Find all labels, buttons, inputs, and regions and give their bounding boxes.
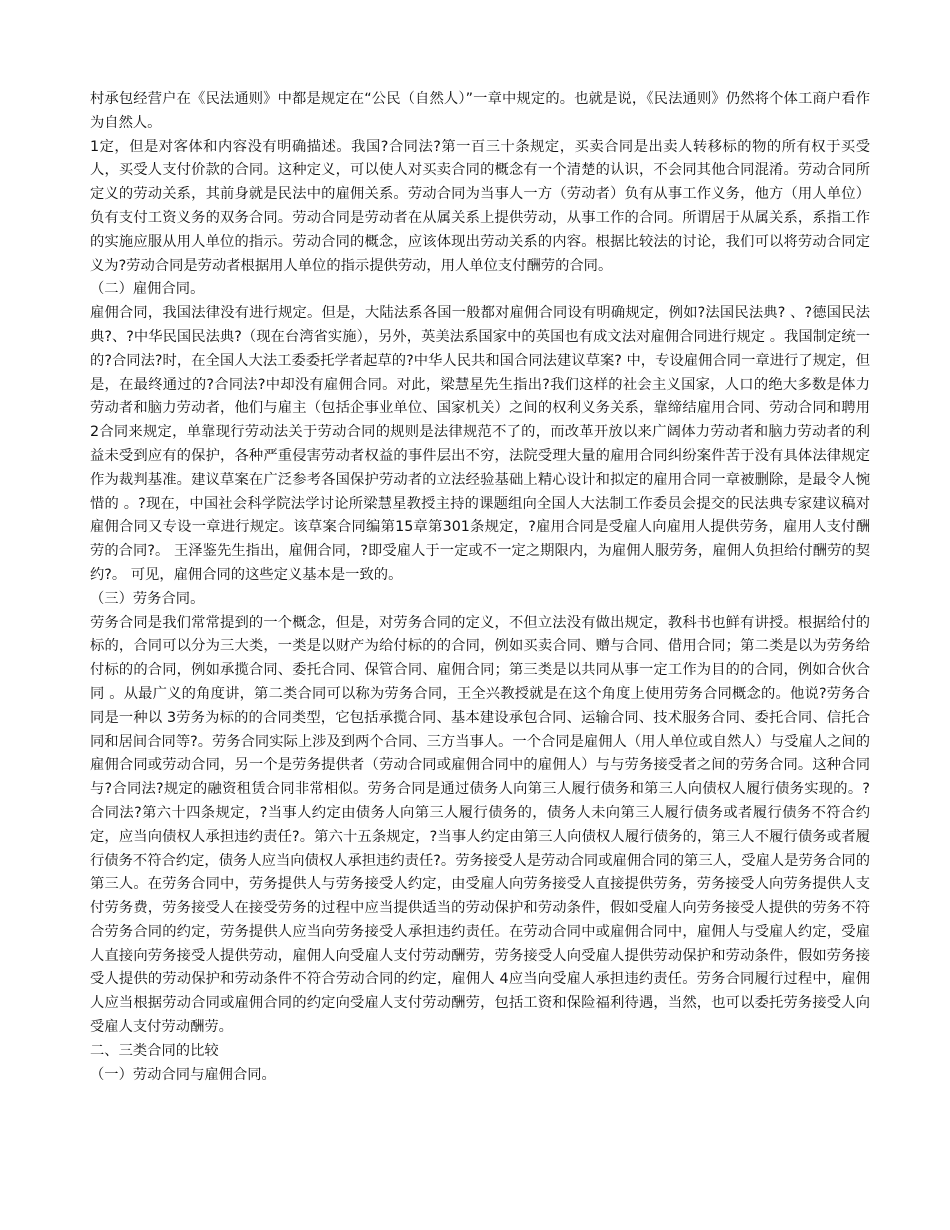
paragraph-intro: 村承包经营户在《民法通则》中都是规定在“公民（自然人）”一章中规定的。也就是说，《民法通则》仍然将个体工商户看作为自然人。 — [90, 91, 870, 131]
section-heading-employment-contract: （二）雇佣合同。 — [90, 281, 205, 298]
paragraph-service-contract: 劳务合同是我们常常提到的一个概念，但是，对劳务合同的定义，不但立法没有做出规定，教科书也鲜有讲授。根据给付的标的，合同可以分为三大类，一类是以财产为给付标的的合同，例如买卖合同、赠与合同、借用合同；第二类是以为劳务给付标的的合同，例如承揽合同、委托合同、保管合同、雇佣合同；第三类是以共同从事一定工作为目的的合同，例如合伙合同 。从最广义的角度讲，第二类合同可以称为劳务合同，王全兴教授就是在这个角度上使用劳务合同概念的。他说?劳务合同是一种以 3劳务为标的的合同类型，它包括承揽合同、基本建设承包合同、运输合同、技术服务合同、委托合同、信托合同和居间合同等?。劳务合同实际上涉及到两个合同、三方当事人。一个合同是雇佣人（用人单位或自然人）与受雇人之间的雇佣合同或劳动合同，另一个是劳务提供者（劳动合同或雇佣合同中的雇佣人）与与劳务接受者之间的劳务合同。这种合同与?合同法?规定的融资租赁合同非常相似。劳务合同是通过债务人向第三人履行债务和第三人向债权人履行债务实现的。?合同法?第六十四条规定，?当事人约定由债务人向第三人履行债务的，债务人未向第三人履行债务或者履行债务不符合约定，应当向债权人承担违约责任?。第六十五条规定，?当事人约定由第三人向债权人履行债务的，第三人不履行债务或者履行债务不符合约定，债务人应当向债权人承担违约责任?。劳务接受人是劳动合同或雇佣合同的第三人，受雇人是劳务合同的第三人。在劳务合同中，劳务提供人与劳务接受人约定，由受雇人向劳务接受人直接提供劳务，劳务接受人向劳务提供人支付劳务费，劳务接受人在接受劳务的过程中应当提供适当的劳动保护和劳动条件，假如受雇人向劳务接受人提供的劳务不符合劳务合同的约定，劳务提供人应当向劳务接受人承担违约责任。在劳动合同中或雇佣合同中，雇佣人与受雇人约定，受雇人直接向劳务接受人提供劳动，雇佣人向受雇人支付劳动酬劳，劳务接受人向受雇人提供劳动保护和劳动条件，假如劳务接受人提供的劳动保护和劳动条件不符合劳动合同的约定，雇佣人 4应当向受雇人承担违约责任。劳务合同履行过程中，雇佣人应当根据劳动合同或雇佣合同的约定向受雇人支付劳动酬劳，包括工资和保险福利待遇，当然，也可以委托劳务接受人向受雇人支付劳动酬劳。 — [90, 614, 870, 1036]
paragraph-labor-contract: 1定，但是对客体和内容没有明确描述。我国?合同法?第一百三十条规定，买卖合同是出卖人转移标的物的所有权于买受人，买受人支付价款的合同。这种定义，可以使人对买卖合同的概念有一个清楚的认识，不会同其他合同混淆。劳动合同所定义的劳动关系，其前身就是民法中的雇佣关系。劳动合同为当事人一方（劳动者）负有从事工作义务，他方（用人单位）负有支付工资义务的双务合同。劳动合同是劳动者在从属关系上提供劳动，从事工作的合同。所谓居于从属关系，系指工作的实施应服从用人单位的指示。劳动合同的概念，应该体现出劳动关系的内容。根据比较法的讨论，我们可以将劳动合同定义为?劳动合同是劳动者根据用人单位的指示提供劳动，用人单位支付酬劳的合同。 — [90, 138, 870, 274]
section-heading-comparison: 二、三类合同的比较 — [90, 1042, 219, 1059]
paragraph-employment-contract: 雇佣合同，我国法律没有进行规定。但是，大陆法系各国一般都对雇佣合同设有明确规定，例如?法国民法典? 、?德国民法典?、?中华民国民法典?（现在台湾省实施），另外，英美法系国家中的英国也有成文法对雇佣合同进行规定 。我国制定统一的?合同法?时，在全国人大法工委委托学者起草的?中华人民共和国合同法建议草案? 中，专设雇佣合同一章进行了规定，但是，在最终通过的?合同法?中却没有雇佣合同。对此，梁慧星先生指出?我们这样的社会主义国家，人口的绝大多数是体力劳动者和脑力劳动者，他们与雇主（包括企事业单位、国家机关）之间的权利义务关系，靠缔结雇用合同、劳动合同和聘用 2合同来规定，单靠现行劳动法关于劳动合同的规则是法律规范不了的，而改革开放以来广阔体力劳动者和脑力劳动者的利益未受到应有的保护，各种严重侵害劳动者权益的事件层出不穷，法院受理大量的雇用合同纠纷案件苦于没有具体法律规定作为裁判基准。建议草案在广泛参考各国保护劳动者的立法经验基础上精心设计和拟定的雇用合同一章被删除，是最令人惋惜的 。?现在，中国社会科学院法学讨论所梁慧星教授主持的课题组向全国人大法制工作委员会提交的民法典专家建议稿对雇佣合同又专设一章进行规定。该草案合同编第15章第301条规定，?雇用合同是受雇人向雇用人提供劳务，雇用人支付酬劳的合同?。 王泽鉴先生指出，雇佣合同，?即受雇人于一定或不一定之期限内，为雇佣人服劳务，雇佣人负担给付酬劳的契约?。 可见，雇佣合同的这些定义基本是一致的。 — [90, 305, 870, 583]
subsection-heading-labor-vs-employment: （一）劳动合同与雇佣合同。 — [90, 1066, 276, 1083]
document-page — [90, 88, 870, 1087]
section-heading-service-contract: （三）劳务合同。 — [90, 590, 205, 607]
